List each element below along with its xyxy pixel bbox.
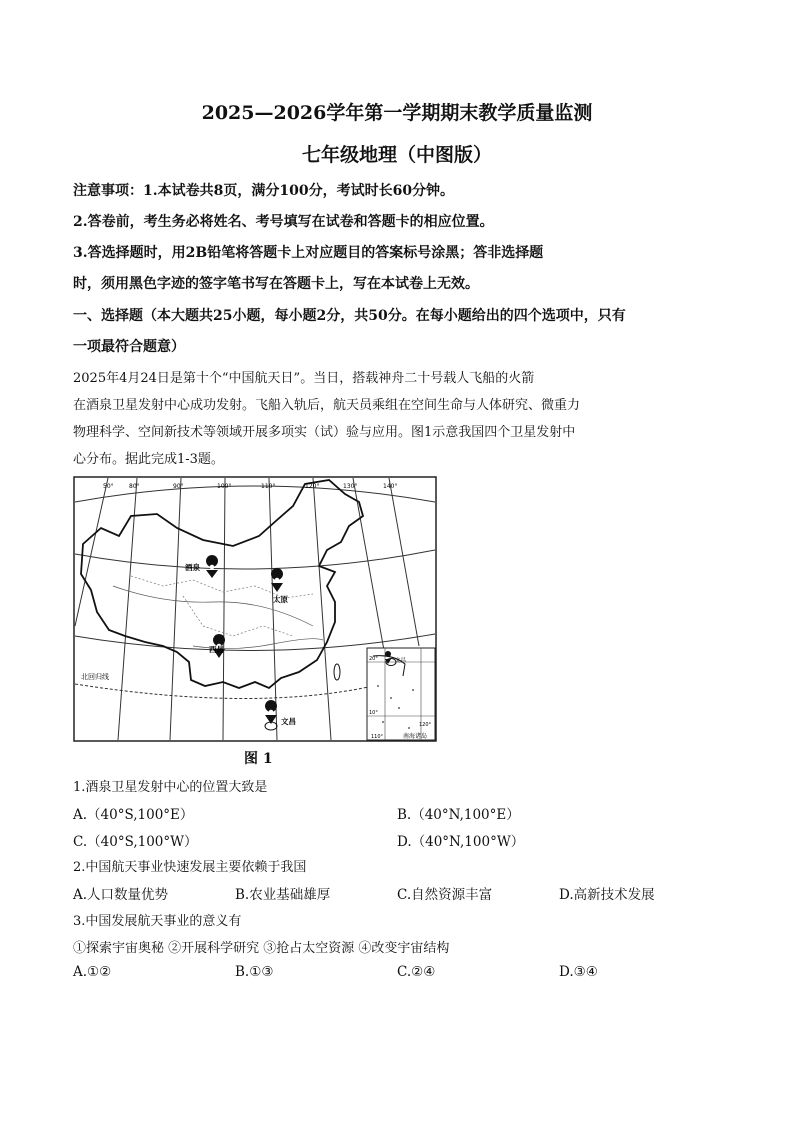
site-label-xichang: 西昌 <box>209 645 224 654</box>
note-line-3: 3.答选择题时，用2B铅笔将答题卡上对应题目的答案标号涂黑；答非选择题 <box>73 245 544 261</box>
q3-option-c[interactable]: C.②④ <box>397 964 436 980</box>
section-heading-line-2: 一项最符合题意） <box>73 339 185 355</box>
passage-line-1: 2025年4月24日是第十个“中国航天日”。当日，搭载神舟二十号载人飞船的火箭 <box>73 371 535 386</box>
question-3-statements: ①探索宇宙奥秘 ②开展科学研究 ③抢占太空资源 ④改变宇宙结构 <box>73 941 450 956</box>
exam-title: 2025—2026学年第一学期期末教学质量监测 <box>201 102 593 124</box>
site-label-jiuquan: 酒泉 <box>185 563 200 572</box>
inset-site-label: 文昌 <box>395 658 407 664</box>
note-line-4: 时，须用黑色字迹的签字笔书写在答题卡上，写在本试卷上无效。 <box>73 276 479 292</box>
inset-lon-label: 110° <box>371 734 384 740</box>
inset-title: 南海诸岛 <box>403 733 428 740</box>
question-2-stem: 2.中国航天事业快速发展主要依赖于我国 <box>73 860 307 875</box>
q1-option-a[interactable]: A.（40°S,100°E） <box>73 807 194 823</box>
q3-option-a[interactable]: A.①② <box>73 964 112 980</box>
south-china-sea-inset <box>367 648 435 740</box>
figure-caption: 图 1 <box>244 751 273 767</box>
site-label-taiyuan: 太原 <box>273 595 288 604</box>
question-3-stem: 3.中国发展航天事业的意义有 <box>73 914 242 929</box>
site-label-wenchang: 文昌 <box>281 717 296 726</box>
inset-lat-label: 20° <box>369 656 378 662</box>
inset-lon-label: 120° <box>419 722 432 728</box>
q2-option-b[interactable]: B.农业基础雄厚 <box>235 887 331 903</box>
passage-line-2: 在酒泉卫星发射中心成功发射。飞船入轨后，航天员乘组在空间生命与人体研究、微重力 <box>73 398 581 413</box>
lon-label: 90° <box>173 483 184 490</box>
q2-option-c[interactable]: C.自然资源丰富 <box>397 887 493 903</box>
lon-label: 140° <box>383 483 398 490</box>
q1-option-b[interactable]: B.（40°N,100°E） <box>397 807 520 823</box>
q3-option-d[interactable]: D.③④ <box>559 964 598 980</box>
q1-option-d[interactable]: D.（40°N,100°W） <box>397 834 525 850</box>
lon-label: 130° <box>343 483 358 490</box>
lon-label: 110° <box>261 483 276 490</box>
section-heading-line-1: 一、选择题（本大题共25小题，每小题2分，共50分。在每小题给出的四个选项中，只有 <box>73 308 626 324</box>
china-launch-center-map <box>73 476 437 742</box>
question-1-stem: 1.酒泉卫星发射中心的位置大致是 <box>73 780 268 795</box>
q3-option-b[interactable]: B.①③ <box>235 964 274 980</box>
lon-label: 80° <box>129 483 140 490</box>
q2-option-d[interactable]: D.高新技术发展 <box>559 887 655 903</box>
passage-line-3: 物理科学、空间新技术等领域开展多项实（试）验与应用。图1示意我国四个卫星发射中 <box>73 425 576 440</box>
tropic-label: 北回归线 <box>81 673 109 681</box>
note-line-1: 注意事项：1.本试卷共8页，满分100分，考试时长60分钟。 <box>73 183 455 199</box>
note-line-2: 2.答卷前，考生务必将姓名、考号填写在试卷和答题卡的相应位置。 <box>73 214 494 230</box>
exam-subtitle: 七年级地理（中图版） <box>301 144 492 166</box>
passage-line-4: 心分布。据此完成1-3题。 <box>73 452 224 467</box>
inset-lat-label: 10° <box>369 710 378 716</box>
q2-option-a[interactable]: A.人口数量优势 <box>73 887 169 903</box>
lon-label: 120° <box>305 483 320 490</box>
q1-option-c[interactable]: C.（40°S,100°W） <box>73 834 198 850</box>
lon-label: 100° <box>217 483 232 490</box>
lon-label: 50° <box>103 483 114 490</box>
